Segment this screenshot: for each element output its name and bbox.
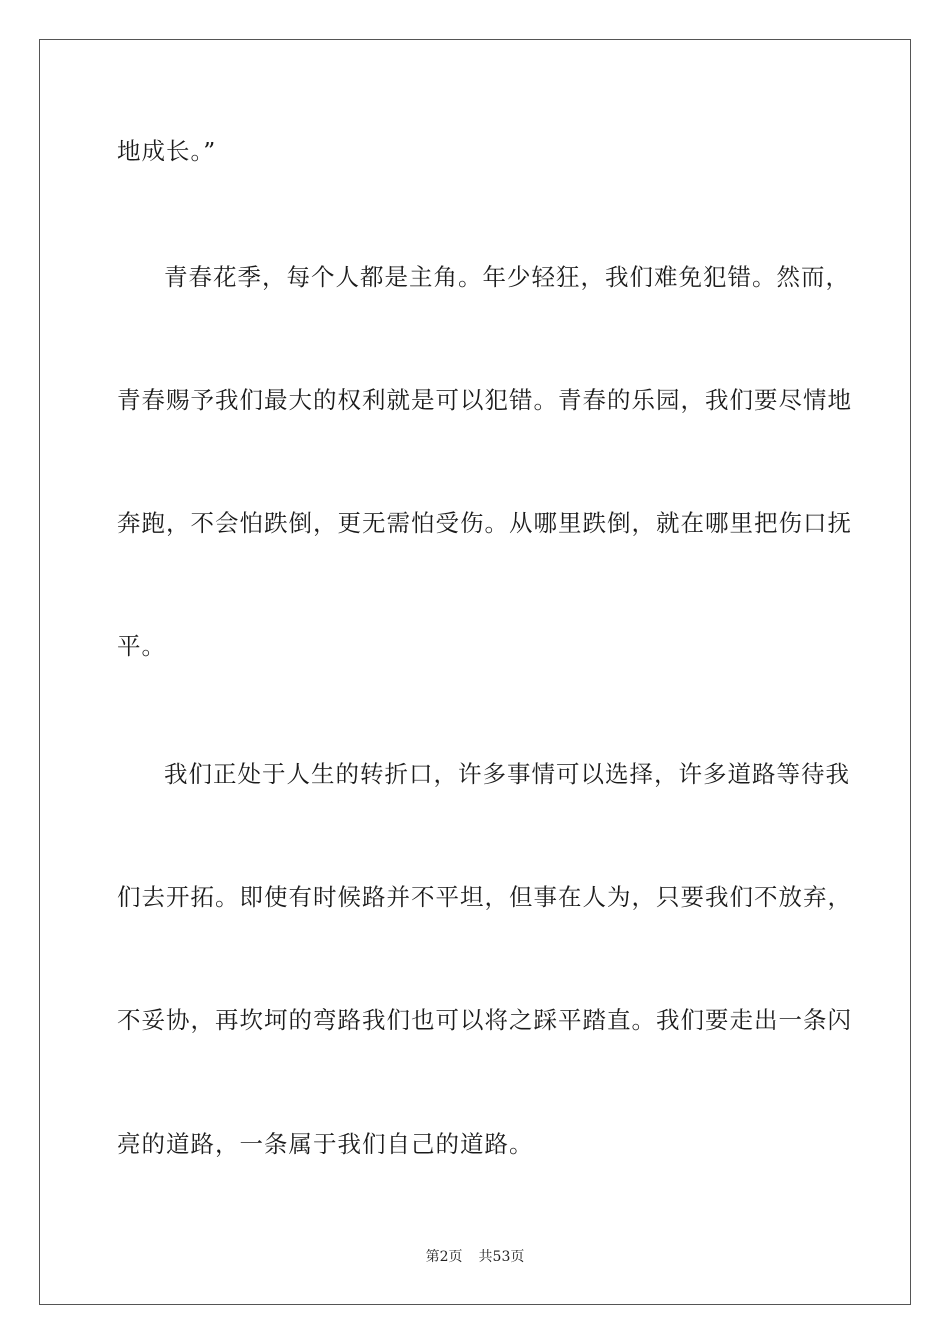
paragraph-line: 亮的道路，一条属于我们自己的道路。 [117,1130,534,1158]
total-pages: 共53页 [478,1249,525,1265]
page-border [39,39,911,1305]
paragraph-line: 地成长。” [117,137,217,165]
paragraph-line: 青春赐予我们最大的权利就是可以犯错。青春的乐园，我们要尽情地 [117,386,852,414]
page-number: 第2页 [425,1249,463,1265]
paragraph-line: 们去开拓。即使有时候路并不平坦，但事在人为，只要我们不放弃， [117,883,852,911]
paragraph-line: 奔跑，不会怕跌倒，更无需怕受伤。从哪里跌倒，就在哪里把伤口抚 [117,509,852,537]
paragraph-line: 青春花季，每个人都是主角。年少轻狂，我们难免犯错。然而， [164,263,850,291]
page-footer [0,1247,950,1267]
paragraph-line: 我们正处于人生的转折口，许多事情可以选择，许多道路等待我 [164,760,850,788]
paragraph-line: 平。 [117,632,166,660]
paragraph-line: 不妥协，再坎坷的弯路我们也可以将之踩平踏直。我们要走出一条闪 [117,1006,852,1034]
